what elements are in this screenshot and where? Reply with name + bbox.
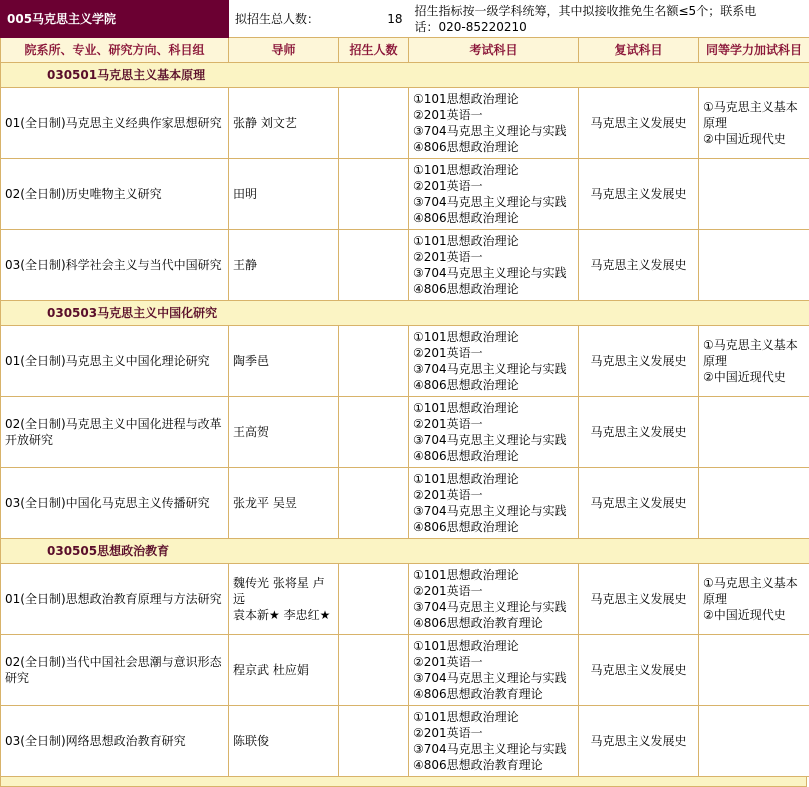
exam-subjects-cell bbox=[409, 467, 579, 538]
advisor-cell bbox=[229, 158, 339, 229]
equivalent-subjects-cell bbox=[699, 563, 809, 634]
advisor-name: 张静 刘文艺 bbox=[233, 115, 334, 131]
equivalent-subjects-cell bbox=[699, 467, 809, 538]
enroll-count-cell bbox=[339, 563, 409, 634]
col-header-direction: 院系所、专业、研究方向、科目组 bbox=[1, 37, 229, 62]
retest-subject-cell: 马克思主义发展史 bbox=[579, 87, 699, 158]
exam-subjects-cell bbox=[409, 229, 579, 300]
table-row bbox=[1, 325, 809, 396]
enroll-count-cell bbox=[339, 87, 409, 158]
exam-subject: ③704马克思主义理论与实践 bbox=[413, 194, 574, 210]
col-header-exam: 考试科目 bbox=[409, 37, 579, 62]
section-title bbox=[1, 300, 809, 325]
enroll-count-cell bbox=[339, 705, 409, 776]
retest-subject-cell: 马克思主义发展史 bbox=[579, 467, 699, 538]
equivalent-subject: ①马克思主义基本原理 bbox=[703, 575, 805, 607]
retest-subject-cell: 马克思主义发展史 bbox=[579, 158, 699, 229]
enroll-count-cell bbox=[339, 634, 409, 705]
enroll-count-cell bbox=[339, 229, 409, 300]
exam-subjects-cell bbox=[409, 634, 579, 705]
equivalent-subjects-cell bbox=[699, 87, 809, 158]
exam-subject: ②201英语一 bbox=[413, 249, 574, 265]
notice-line-1: 招生指标按一级学科统筹，其中拟接收推免生名额≤5个；联系电 bbox=[415, 4, 757, 18]
exam-subject: ②201英语一 bbox=[413, 583, 574, 599]
exam-subject: ④806思想政治教育理论 bbox=[413, 757, 574, 773]
col-header-advisor: 导师 bbox=[229, 37, 339, 62]
advisor-cell bbox=[229, 563, 339, 634]
equivalent-subjects-cell bbox=[699, 158, 809, 229]
equivalent-subjects-cell bbox=[699, 634, 809, 705]
retest-subject-cell: 马克思主义发展史 bbox=[579, 563, 699, 634]
exam-subject: ④806思想政治教育理论 bbox=[413, 615, 574, 631]
advisor-name: 魏传光 张将星 卢远 bbox=[233, 575, 334, 607]
advisor-name: 陶季邑 bbox=[233, 353, 334, 369]
advisor-name: 田明 bbox=[233, 186, 334, 202]
exam-subjects-cell bbox=[409, 325, 579, 396]
exam-subject: ④806思想政治理论 bbox=[413, 281, 574, 297]
exam-subject: ③704马克思主义理论与实践 bbox=[413, 503, 574, 519]
equivalent-subjects-cell bbox=[699, 229, 809, 300]
plan-total-label: 拟招生总人数： bbox=[229, 1, 339, 38]
exam-subject: ①101思想政治理论 bbox=[413, 233, 574, 249]
next-section-strip bbox=[0, 777, 807, 787]
exam-subject: ①101思想政治理论 bbox=[413, 329, 574, 345]
exam-subjects-cell bbox=[409, 87, 579, 158]
exam-subject: ③704马克思主义理论与实践 bbox=[413, 123, 574, 139]
advisor-name: 张龙平 吴昱 bbox=[233, 495, 334, 511]
advisor-cell bbox=[229, 325, 339, 396]
advisor-cell bbox=[229, 396, 339, 467]
research-direction-cell: 02(全日制)历史唯物主义研究 bbox=[1, 158, 229, 229]
retest-subject-cell: 马克思主义发展史 bbox=[579, 229, 699, 300]
exam-subject: ④806思想政治理论 bbox=[413, 210, 574, 226]
table-row bbox=[1, 705, 809, 776]
exam-subject: ①101思想政治理论 bbox=[413, 638, 574, 654]
notice-line-2: 话：020-85220210 bbox=[415, 20, 527, 34]
research-direction-cell: 02(全日制)马克思主义中国化进程与改革开放研究 bbox=[1, 396, 229, 467]
exam-subject: ④806思想政治理论 bbox=[413, 139, 574, 155]
exam-subject: ②201英语一 bbox=[413, 654, 574, 670]
exam-subject: ②201英语一 bbox=[413, 345, 574, 361]
enroll-count-cell bbox=[339, 467, 409, 538]
exam-subject: ④806思想政治理论 bbox=[413, 519, 574, 535]
exam-subject: ③704马克思主义理论与实践 bbox=[413, 432, 574, 448]
exam-subject: ③704马克思主义理论与实践 bbox=[413, 265, 574, 281]
research-direction-cell: 03(全日制)中国化马克思主义传播研究 bbox=[1, 467, 229, 538]
exam-subjects-cell bbox=[409, 705, 579, 776]
retest-subject-cell: 马克思主义发展史 bbox=[579, 634, 699, 705]
research-direction-cell: 03(全日制)网络思想政治教育研究 bbox=[1, 705, 229, 776]
section-row bbox=[1, 538, 809, 563]
exam-subjects-cell bbox=[409, 396, 579, 467]
enroll-count-cell bbox=[339, 158, 409, 229]
enroll-count-cell bbox=[339, 325, 409, 396]
retest-subject-cell: 马克思主义发展史 bbox=[579, 325, 699, 396]
section-title bbox=[1, 62, 809, 87]
exam-subject: ①101思想政治理论 bbox=[413, 400, 574, 416]
exam-subject: ④806思想政治教育理论 bbox=[413, 686, 574, 702]
equivalent-subjects-cell bbox=[699, 705, 809, 776]
advisor-cell bbox=[229, 467, 339, 538]
research-direction-cell: 02(全日制)当代中国社会思潮与意识形态研究 bbox=[1, 634, 229, 705]
exam-subject: ④806思想政治理论 bbox=[413, 377, 574, 393]
advisor-name: 陈联俊 bbox=[233, 733, 334, 749]
college-name-cell: 005马克思主义学院 bbox=[1, 1, 229, 38]
section-title-text: 030501马克思主义基本原理 bbox=[7, 68, 205, 82]
retest-subject-cell: 马克思主义发展史 bbox=[579, 705, 699, 776]
enroll-count-cell bbox=[339, 396, 409, 467]
exam-subject: ①101思想政治理论 bbox=[413, 91, 574, 107]
table-row bbox=[1, 229, 809, 300]
column-header-row bbox=[1, 37, 809, 62]
advisor-name: 程京武 杜应娟 bbox=[233, 662, 334, 678]
exam-subject: ③704马克思主义理论与实践 bbox=[413, 361, 574, 377]
advisor-cell bbox=[229, 87, 339, 158]
research-direction-cell: 03(全日制)科学社会主义与当代中国研究 bbox=[1, 229, 229, 300]
table-body bbox=[1, 1, 809, 777]
exam-subject: ③704马克思主义理论与实践 bbox=[413, 670, 574, 686]
section-title-text: 030505思想政治教育 bbox=[7, 544, 169, 558]
exam-subject: ①101思想政治理论 bbox=[413, 709, 574, 725]
exam-subject: ③704马克思主义理论与实践 bbox=[413, 741, 574, 757]
notice-cell bbox=[409, 1, 809, 38]
equivalent-subjects-cell bbox=[699, 396, 809, 467]
exam-subject: ④806思想政治理论 bbox=[413, 448, 574, 464]
equivalent-subject: ②中国近现代史 bbox=[703, 369, 805, 385]
exam-subject: ①101思想政治理论 bbox=[413, 567, 574, 583]
advisor-cell bbox=[229, 705, 339, 776]
advisor-cell bbox=[229, 229, 339, 300]
next-section-label bbox=[1, 777, 806, 787]
exam-subject: ①101思想政治理论 bbox=[413, 162, 574, 178]
equivalent-subject: ②中国近现代史 bbox=[703, 607, 805, 623]
table-row bbox=[1, 467, 809, 538]
exam-subject: ②201英语一 bbox=[413, 178, 574, 194]
exam-subjects-cell bbox=[409, 563, 579, 634]
exam-subject: ③704马克思主义理论与实践 bbox=[413, 599, 574, 615]
exam-subjects-cell bbox=[409, 158, 579, 229]
section-title-text: 030503马克思主义中国化研究 bbox=[7, 306, 217, 320]
exam-subject: ②201英语一 bbox=[413, 725, 574, 741]
exam-subject: ②201英语一 bbox=[413, 487, 574, 503]
exam-subject: ①101思想政治理论 bbox=[413, 471, 574, 487]
header-banner-row bbox=[1, 1, 809, 38]
table-row bbox=[1, 87, 809, 158]
plan-total-value: 18 bbox=[339, 1, 409, 38]
table-row bbox=[1, 396, 809, 467]
table-row bbox=[1, 158, 809, 229]
advisor-cell bbox=[229, 634, 339, 705]
advisor-name: 王高贺 bbox=[233, 424, 334, 440]
research-direction-cell: 01(全日制)马克思主义中国化理论研究 bbox=[1, 325, 229, 396]
advisor-name: 王静 bbox=[233, 257, 334, 273]
col-header-enroll: 招生人数 bbox=[339, 37, 409, 62]
exam-subject: ②201英语一 bbox=[413, 416, 574, 432]
retest-subject-cell: 马克思主义发展史 bbox=[579, 396, 699, 467]
col-header-retest: 复试科目 bbox=[579, 37, 699, 62]
col-header-equivalent: 同等学力加试科目 bbox=[699, 37, 809, 62]
table-row bbox=[1, 634, 809, 705]
section-row bbox=[1, 62, 809, 87]
exam-subject: ②201英语一 bbox=[413, 107, 574, 123]
research-direction-cell: 01(全日制)思想政治教育原理与方法研究 bbox=[1, 563, 229, 634]
equivalent-subjects-cell bbox=[699, 325, 809, 396]
equivalent-subject: ①马克思主义基本原理 bbox=[703, 99, 805, 131]
section-title bbox=[1, 538, 809, 563]
research-direction-cell: 01(全日制)马克思主义经典作家思想研究 bbox=[1, 87, 229, 158]
advisor-name: 袁本新★ 李忠红★ bbox=[233, 607, 334, 623]
section-row bbox=[1, 300, 809, 325]
equivalent-subject: ①马克思主义基本原理 bbox=[703, 337, 805, 369]
table-row bbox=[1, 563, 809, 634]
equivalent-subject: ②中国近现代史 bbox=[703, 131, 805, 147]
